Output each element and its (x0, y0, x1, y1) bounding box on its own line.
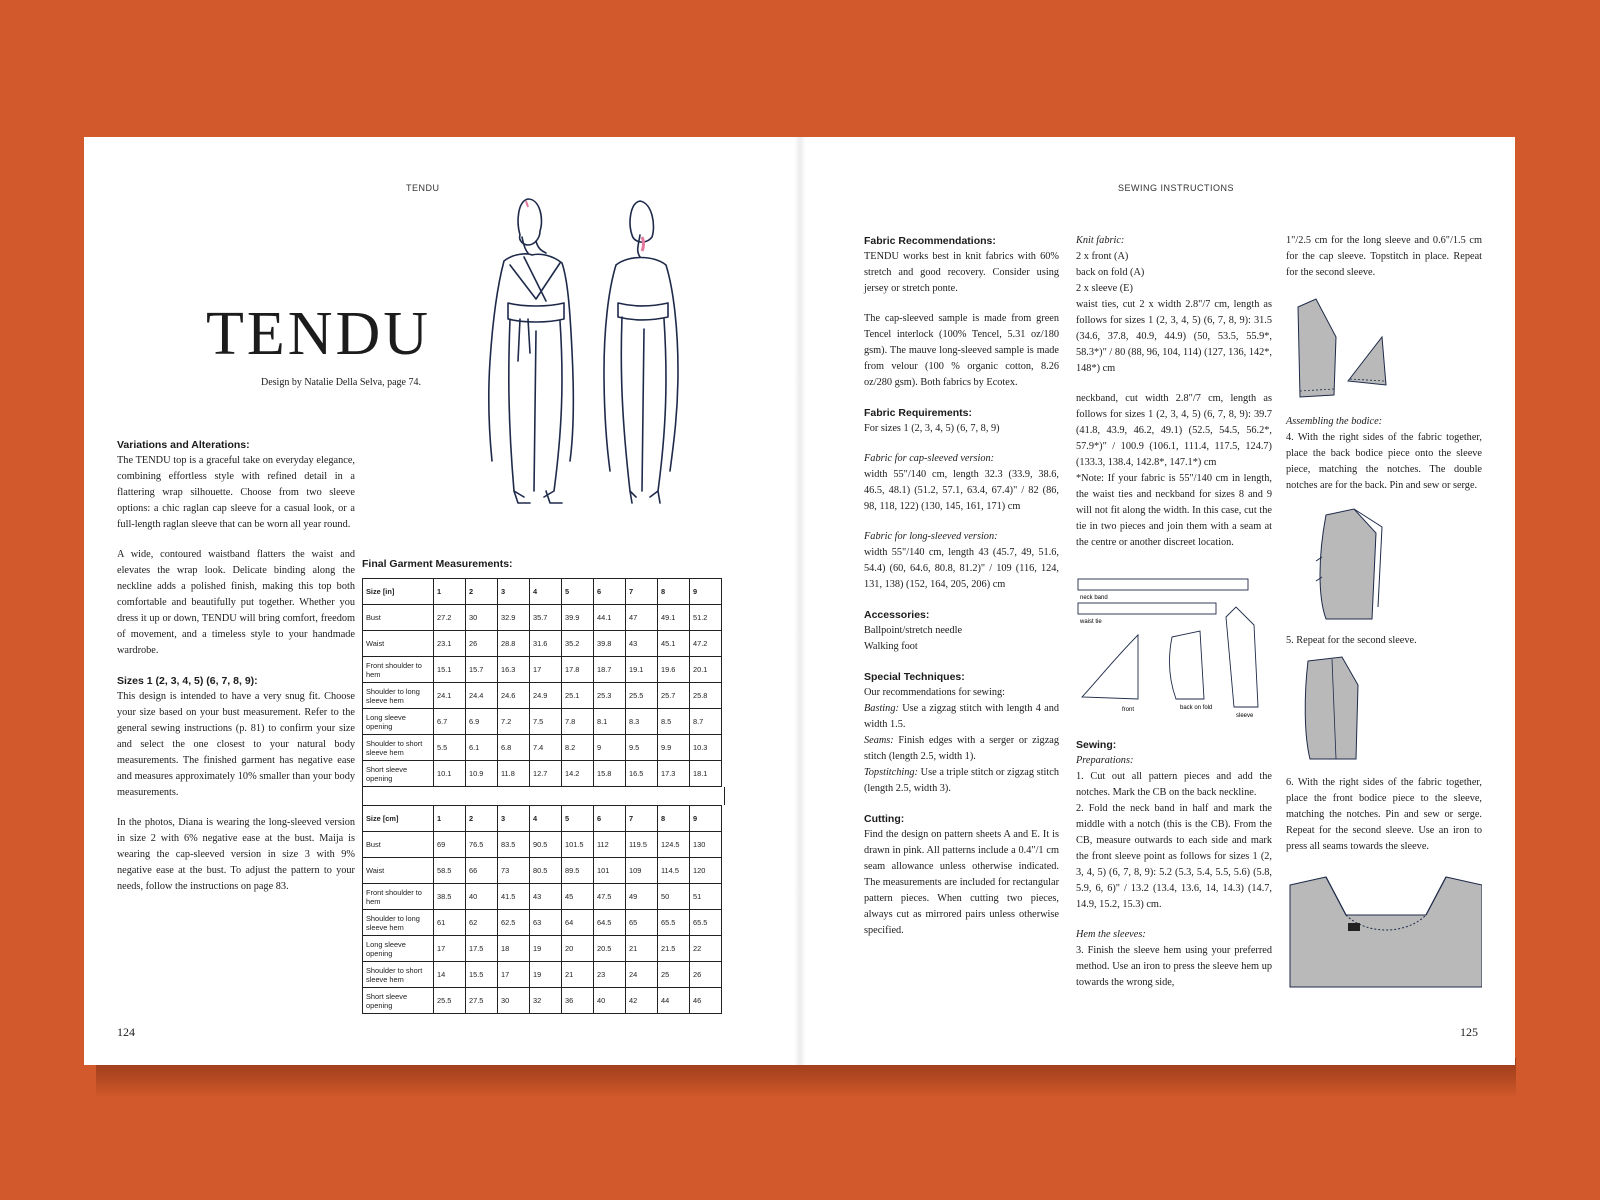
table-cell: 47 (626, 605, 658, 631)
table-row (363, 910, 722, 936)
long-text: width 55"/140 cm, length 43 (45.7, 49, 51.6, 54.4) (60, 64.6, 80.8, 81.2)" / 109 (116, 124, 131, 138) (152, 164, 205, 206) cm (864, 547, 1059, 590)
left-running-head: TENDU (406, 183, 440, 193)
table-cell: 25.7 (658, 683, 690, 709)
table-cell: 43 (530, 884, 562, 910)
table-cell: 15.5 (466, 962, 498, 988)
special-heading: Special Techniques: (864, 671, 965, 683)
fashion-illustration (484, 191, 694, 521)
topstitch-line (864, 765, 1059, 797)
table-row (363, 832, 722, 858)
table-cell: 64 (562, 910, 594, 936)
sizes-heading: Sizes 1 (2, 3, 4, 5) (6, 7, 8, 9): (117, 675, 258, 687)
table-row (363, 735, 722, 761)
accessory-2: Walking foot (864, 641, 918, 652)
table-cell: 26 (690, 962, 722, 988)
table-cell: 39.9 (562, 605, 594, 631)
row-label: Long sleeve opening (363, 936, 434, 962)
topstitch-text: Use a triple stitch or zigzag stitch (length 2.5, width 3). (864, 767, 1059, 794)
table-cell: 73 (498, 858, 530, 884)
table-cell: 49 (626, 884, 658, 910)
table-cell: 7 (626, 806, 658, 832)
left-page-number: 124 (117, 1025, 135, 1039)
fabric-rec-p2: The cap-sleeved sample is made from green Tencel interlock (100% Tencel, 5.31 oz/180 gsm). The mauve long-sleeved sample is made from velour (100 % organic cotton, 8.26 oz/280 gsm). Both fabrics by Ecotex. (864, 313, 1059, 388)
table-cell: 21.5 (658, 936, 690, 962)
table-cell: 24.9 (530, 683, 562, 709)
table-cell: 8 (658, 806, 690, 832)
table-cell: 120 (690, 858, 722, 884)
table-cell: 109 (626, 858, 658, 884)
table-cell: 28.8 (498, 631, 530, 657)
sizes-p2: In the photos, Diana is wearing the long-sleeved version in size 2 with 6% negative ease at the bust. Maija is wearing the cap-sleeved version in size 3 with 9% negative ease at the bust. To adjust the pattern to your needs, follow the instructions on page 83. (117, 817, 355, 892)
cutting-layout-diagram (1076, 577, 1268, 719)
table-cell: 1 (434, 579, 466, 605)
table-cell: 51.2 (690, 605, 722, 631)
table-cell: 43 (626, 631, 658, 657)
label-neck-band: neck band (1080, 595, 1108, 601)
table-cell: 76.5 (466, 832, 498, 858)
variations-heading: Variations and Alterations: (117, 439, 250, 451)
waist-ties-text: waist ties, cut 2 x width 2.8"/7 cm, length as follows for sizes 1 (2, 3, 4, 5) (6, 7, 8, 9): 31.5 (34.6, 37.8, 40.9, 44.9) (50, 53.5, 55.9*, 58.3*)" / 80 (88, 96, 104, 114) (127, 136, 142*, 148*) cm (1076, 299, 1272, 374)
table-cell: 32 (530, 988, 562, 1014)
table-cell: 17 (498, 962, 530, 988)
table-cell: 30 (498, 988, 530, 1014)
basting-label: Basting: (864, 703, 899, 714)
topstitch-label: Topstitching: (864, 767, 918, 778)
table-cell: 17.3 (658, 761, 690, 787)
table-cell: 124.5 (658, 832, 690, 858)
row-label: Waist (363, 858, 434, 884)
table-cell: 24.4 (466, 683, 498, 709)
table-cell: 20.1 (690, 657, 722, 683)
table-cell: 15.1 (434, 657, 466, 683)
label-waist-tie: waist tie (1080, 619, 1102, 625)
table-cell: 10.9 (466, 761, 498, 787)
table-cell: 25 (658, 962, 690, 988)
table-cell: 114.5 (658, 858, 690, 884)
cap-text: width 55"/140 cm, length 32.3 (33.9, 38.6, 46.5, 48.1) (51.2, 57.1, 63.4, 67.4)" / 82 (86, 98, 118, 122) (130, 145, 161, 171) cm (864, 469, 1059, 512)
table-cell: 35.7 (530, 605, 562, 631)
table-cell: 7.5 (530, 709, 562, 735)
table-cell: 61 (434, 910, 466, 936)
hem-continued: 1"/2.5 cm for the long sleeve and 0.6"/1.5 cm for the cap sleeve. Topstitch in place. Repeat for the second sleeve. (1286, 235, 1482, 278)
table-cell: 3 (498, 579, 530, 605)
basting-line (864, 701, 1059, 733)
table-cell: 6.9 (466, 709, 498, 735)
special-intro: Our recommendations for sewing: (864, 687, 1005, 698)
cap-label: Fabric for cap-sleeved version: (864, 453, 995, 464)
table-cell: 58.5 (434, 858, 466, 884)
byline: Design by Natalie Della Selva, page 74. (261, 377, 421, 388)
table-cell: 25.3 (594, 683, 626, 709)
table-cell: 45 (562, 884, 594, 910)
cutting-heading: Cutting: (864, 813, 905, 825)
table-cm (362, 805, 722, 1014)
table-cell: 119.5 (626, 832, 658, 858)
knit-line-1: 2 x front (A) (1076, 251, 1129, 262)
table-cell: 38.5 (434, 884, 466, 910)
right-column-2-sewing (1076, 737, 1272, 991)
table-cell: 47.2 (690, 631, 722, 657)
table-cell: 21 (626, 936, 658, 962)
table-cell: 32.9 (498, 605, 530, 631)
fabric-rec-p1: TENDU works best in knit fabrics with 60% stretch and good recovery. Consider using jersey or stretch ponte. (864, 251, 1059, 294)
table-header-row (363, 806, 722, 832)
table-cell: 25.1 (562, 683, 594, 709)
basting-text: Use a zigzag stitch with length 4 and width 1.5. (864, 703, 1059, 730)
table-cell: 8.7 (690, 709, 722, 735)
step-4: 4. With the right sides of the fabric together, place the back bodice piece onto the sleeve piece, matching the notches. The double notches are for the back. Pin and sew or serge. (1286, 432, 1482, 491)
seams-label: Seams: (864, 735, 894, 746)
table-cell: 47.5 (594, 884, 626, 910)
table-cell: 6.8 (498, 735, 530, 761)
table-cell: 14.2 (562, 761, 594, 787)
table-cell: 17.8 (562, 657, 594, 683)
table-cell: 35.2 (562, 631, 594, 657)
table-cell: 18.1 (690, 761, 722, 787)
knit-line-2: back on fold (A) (1076, 267, 1145, 278)
table-cell: 22 (690, 936, 722, 962)
table-cell: 19.6 (658, 657, 690, 683)
table-cell: 17 (434, 936, 466, 962)
table-cell: 6.1 (466, 735, 498, 761)
table-cell: 18 (498, 936, 530, 962)
step-5: 5. Repeat for the second sleeve. (1286, 635, 1417, 646)
right-column-2-top (1076, 233, 1272, 565)
table-cell: 9 (594, 735, 626, 761)
prep-step-2: 2. Fold the neck band in half and mark the middle with a notch (this is the CB). From the CB, measure outwards to each side and mark the front sleeve point as follows for sizes 1 (2, 3, 4, 5) (6, 7, 8, 9): 5.2 (5.3, 5.4, 5.5, 5.6) (5.8, 5.9, 6, 6)" / 13.2 (13.4, 13.6, 14, 14.3) (14.7, 14.9, 15.2, 15.3) cm. (1076, 803, 1272, 910)
table-cell: 8.2 (562, 735, 594, 761)
table-cell: 16.5 (626, 761, 658, 787)
table-cell: 83.5 (498, 832, 530, 858)
table-cell: 2 (466, 806, 498, 832)
table-row (363, 657, 722, 683)
table-cell: 112 (594, 832, 626, 858)
table-cell: 6.7 (434, 709, 466, 735)
table-cell: 27.5 (466, 988, 498, 1014)
fabric-req-heading: Fabric Requirements: (864, 407, 972, 419)
table-cell: 130 (690, 832, 722, 858)
accessory-1: Ballpoint/stretch needle (864, 625, 963, 636)
table-cell: 21 (562, 962, 594, 988)
table-cell: 101.5 (562, 832, 594, 858)
table-cell: 10.1 (434, 761, 466, 787)
table-cell: 8.5 (658, 709, 690, 735)
cutting-text: Find the design on pattern sheets A and E. It is drawn in pink. All patterns include a 0.4"/1 cm seam allowance unless otherwise indicated. The measurements are included for rectangular pattern pieces. When cutting two pieces, always cut as mirrored pairs unless otherwise specified. (864, 829, 1059, 936)
table-cell: 7.2 (498, 709, 530, 735)
table-row (363, 884, 722, 910)
table-cell: 19.1 (626, 657, 658, 683)
assembling-label: Assembling the bodice: (1286, 416, 1383, 427)
table-cell: 65.5 (690, 910, 722, 936)
table-row (363, 761, 722, 787)
table-cell: 9.5 (626, 735, 658, 761)
table-cell: 9.9 (658, 735, 690, 761)
table-cell: 14 (434, 962, 466, 988)
table-cell: 44 (658, 988, 690, 1014)
table-row (363, 631, 722, 657)
iron-icon (1348, 923, 1360, 931)
sizes-p1: This design is intended to have a very snug fit. Choose your size based on your bust measurement. Refer to the general sewing instructions (p. 81) to confirm your size and select the one closest to your natural body measurements. The finished garment has negative ease and measures approximately 10% smaller than your body measurements. (117, 691, 355, 798)
hair-accent (526, 201, 528, 207)
table-cell: 24.6 (498, 683, 530, 709)
table-cell: 9 (690, 579, 722, 605)
table-cell: 66 (466, 858, 498, 884)
sewing-heading: Sewing: (1076, 739, 1117, 751)
table-cell: 6 (594, 579, 626, 605)
table-cell: 2 (466, 579, 498, 605)
step6-illustration (1286, 875, 1482, 991)
table-cell: 25.5 (434, 988, 466, 1014)
table-cell: 19 (530, 962, 562, 988)
table-cell: 5.5 (434, 735, 466, 761)
row-label: Shoulder to short sleeve hem (363, 962, 434, 988)
table-row (363, 605, 722, 631)
table-cell: 26 (466, 631, 498, 657)
row-label: Bust (363, 832, 434, 858)
table-row (363, 683, 722, 709)
fabric-note: *Note: If your fabric is 55"/140 cm in length, the waist ties and neckband for sizes 8 and 9 will not fit along the width. In this case, cut the tie in two pieces and join them with a seam at the centre or another discreet location. (1076, 473, 1272, 548)
table-cell: 23.1 (434, 631, 466, 657)
sleeve-hem-illustration (1286, 297, 1482, 407)
table-cell: 9 (690, 806, 722, 832)
table-cell: 7 (626, 579, 658, 605)
seams-text: Finish edges with a serger or zigzag stitch (length 2.5, width 1). (864, 735, 1059, 762)
table-cell: 19 (530, 936, 562, 962)
measurement-tables (362, 578, 725, 1014)
row-label: Size [cm] (363, 806, 434, 832)
variations-p2: A wide, contoured waistband flatters the waist and elevates the wrap look. Delicate binding along the neckline adds a polished finish, making this top both comfortable and beautifully put together. Whether you dress it up or down, TENDU will bring comfort, freedom of movement, and a timeless style to your handmade wardrobe. (117, 549, 355, 656)
table-cell: 44.1 (594, 605, 626, 631)
table-cell: 51 (690, 884, 722, 910)
prep-step-1: 1. Cut out all pattern pieces and add the notches. Mark the CB on the back neckline. (1076, 771, 1272, 798)
table-cell: 80.5 (530, 858, 562, 884)
table-cell: 46 (690, 988, 722, 1014)
table-cell: 20.5 (594, 936, 626, 962)
table-cell: 23 (594, 962, 626, 988)
table-cell: 11.8 (498, 761, 530, 787)
table-cell: 40 (466, 884, 498, 910)
table-cell: 15.8 (594, 761, 626, 787)
row-label: Front shoulder to hem (363, 657, 434, 683)
table-cell: 65 (626, 910, 658, 936)
table-cell: 89.5 (562, 858, 594, 884)
right-running-head: SEWING INSTRUCTIONS (1118, 183, 1235, 193)
table-cell: 3 (498, 806, 530, 832)
table-cell: 5 (562, 806, 594, 832)
hem-label: Hem the sleeves: (1076, 929, 1146, 940)
table-cell: 7.8 (562, 709, 594, 735)
table-row (363, 988, 722, 1014)
step4-illustration (1286, 507, 1482, 627)
row-label: Waist (363, 631, 434, 657)
row-label: Front shoulder to hem (363, 884, 434, 910)
table-row (363, 858, 722, 884)
table-cell: 6 (594, 806, 626, 832)
table-inches (362, 578, 722, 787)
table-row (363, 709, 722, 735)
table-cell: 49.1 (658, 605, 690, 631)
table-header-row (363, 579, 722, 605)
right-column-1 (864, 233, 1059, 953)
table-cell: 30 (466, 605, 498, 631)
variations-p1: The TENDU top is a graceful take on everyday elegance, combining effortless style with refined detail in a flattering wrap silhouette. Choose from two sleeve options: a chic raglan cap sleeve for a casual look, or a full-length raglan sleeve that can be worn all year round. (117, 455, 355, 530)
table-cell: 7.4 (530, 735, 562, 761)
seams-line (864, 733, 1059, 765)
table-cell: 1 (434, 806, 466, 832)
table-cell: 4 (530, 579, 562, 605)
table-cell: 50 (658, 884, 690, 910)
table-cell: 40 (594, 988, 626, 1014)
table-cell: 39.8 (594, 631, 626, 657)
row-label: Shoulder to long sleeve hem (363, 683, 434, 709)
table-cell: 16.3 (498, 657, 530, 683)
table-row (363, 936, 722, 962)
table-cell: 25.8 (690, 683, 722, 709)
table-cell: 8.3 (626, 709, 658, 735)
table-cell: 18.7 (594, 657, 626, 683)
table-cell: 20 (562, 936, 594, 962)
row-label: Short sleeve opening (363, 988, 434, 1014)
row-label: Long sleeve opening (363, 709, 434, 735)
row-label: Shoulder to short sleeve hem (363, 735, 434, 761)
magazine-spread (84, 137, 1515, 1065)
table-cell: 69 (434, 832, 466, 858)
col3-assembling (1286, 414, 1482, 494)
table-cell: 8 (658, 579, 690, 605)
row-label: Shoulder to long sleeve hem (363, 910, 434, 936)
fabric-req-sizes: For sizes 1 (2, 3, 4, 5) (6, 7, 8, 9) (864, 423, 1000, 434)
table-cell: 45.1 (658, 631, 690, 657)
table-cell: 10.3 (690, 735, 722, 761)
table-cell: 15.7 (466, 657, 498, 683)
fabric-rec-heading: Fabric Recommendations: (864, 235, 996, 247)
table-cell: 36 (562, 988, 594, 1014)
table-cell: 42 (626, 988, 658, 1014)
label-sleeve: sleeve (1236, 713, 1254, 719)
neckband-text: neckband, cut width 2.8"/7 cm, length as follows for sizes 1 (2, 3, 4, 5) (6, 7, 8, 9): 39.7 (41.8, 43.9, 46.2, 49.1) (52.5, 54.5, 56.2*, 57.9*)" / 100.9 (106.1, 111.4, 117.5, 124.7) (133.3, 138.4, 142.8*, 147.1*) cm (1076, 393, 1272, 468)
table-spacer (362, 787, 725, 805)
table-cell: 8.1 (594, 709, 626, 735)
table-cell: 101 (594, 858, 626, 884)
row-label: Bust (363, 605, 434, 631)
table-cell: 65.5 (658, 910, 690, 936)
gutter (794, 137, 806, 1065)
table-cell: 17.5 (466, 936, 498, 962)
row-label: Short sleeve opening (363, 761, 434, 787)
col3-step5 (1286, 633, 1482, 649)
knit-label: Knit fabric: (1076, 235, 1125, 246)
table-cell: 41.5 (498, 884, 530, 910)
hem-step-3: 3. Finish the sleeve hem using your preferred method. Use an iron to press the sleeve hem up towards the wrong side, (1076, 945, 1272, 988)
long-label: Fabric for long-sleeved version: (864, 531, 998, 542)
col3-top (1286, 233, 1482, 281)
table-cell: 27.2 (434, 605, 466, 631)
row-label: Size [in] (363, 579, 434, 605)
accessories-heading: Accessories: (864, 609, 930, 621)
col3-step6 (1286, 775, 1482, 855)
table-cell: 4 (530, 806, 562, 832)
variations-section (117, 437, 355, 909)
table-cell: 25.5 (626, 683, 658, 709)
table-title: Final Garment Measurements: (362, 558, 513, 570)
label-back: back on fold (1180, 705, 1213, 711)
label-front: front (1122, 707, 1135, 713)
knit-line-3: 2 x sleeve (E) (1076, 283, 1133, 294)
table-cell: 64.5 (594, 910, 626, 936)
table-cell: 63 (530, 910, 562, 936)
step5-illustration (1286, 655, 1482, 765)
table-cell: 31.6 (530, 631, 562, 657)
step-6: 6. With the right sides of the fabric together, place the front bodice piece to the sleeve, matching the notches. Pin and sew or serge. Repeat for the second sleeve. Use an iron to press all seams towards the sleeve. (1286, 777, 1482, 852)
table-row (363, 962, 722, 988)
table-cell: 12.7 (530, 761, 562, 787)
prep-label: Preparations: (1076, 755, 1134, 766)
table-cell: 90.5 (530, 832, 562, 858)
table-cell: 24.1 (434, 683, 466, 709)
table-cell: 5 (562, 579, 594, 605)
page-title: TENDU (206, 300, 432, 368)
right-page-number: 125 (1460, 1025, 1478, 1039)
table-cell: 62 (466, 910, 498, 936)
table-cell: 62.5 (498, 910, 530, 936)
table-cell: 17 (530, 657, 562, 683)
table-cell: 24 (626, 962, 658, 988)
